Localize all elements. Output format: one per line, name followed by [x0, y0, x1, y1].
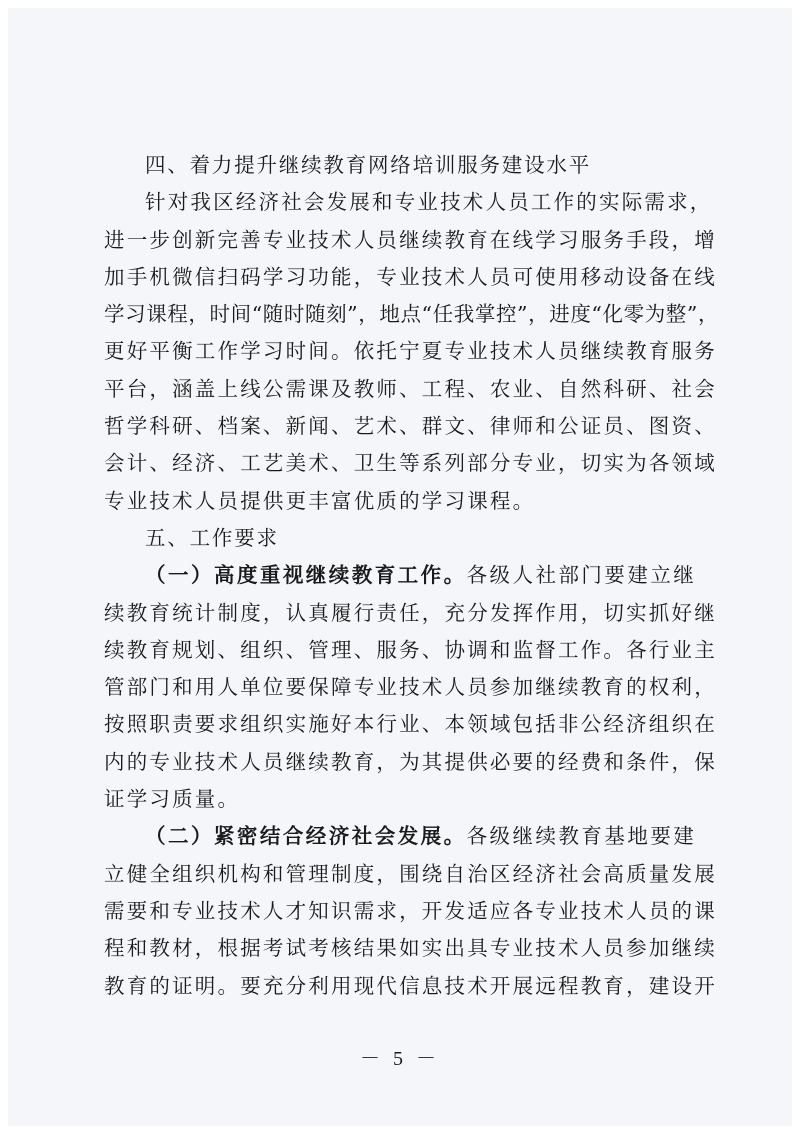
paragraph-line: 证学习质量。 [104, 787, 241, 812]
paragraph-line: 哲学科研、档案、新闻、艺术、群文、律师和公证员、图资、 [104, 414, 717, 439]
item-1-text: 各级人社部门要建立继 [466, 563, 696, 588]
page-number: － 5 － [360, 1048, 440, 1070]
paragraph-line: 更好平衡工作学习时间。依托宁夏专业技术人员继续教育服务 [104, 339, 717, 364]
item-2-text: 各级继续教育基地要建 [466, 824, 696, 849]
item-2-title: （二）紧密结合经济社会发展。 [145, 824, 467, 849]
item-1-first-line [104, 557, 696, 594]
paragraph-line: 管部门和用人单位要保障专业技术人员参加继续教育的权利， [104, 675, 717, 700]
paragraph-line: 教育的证明。要充分利用现代信息技术开展远程教育，建设开 [104, 973, 717, 998]
item-2-first-line [104, 818, 696, 855]
item-1-title: （一）高度重视继续教育工作。 [145, 563, 467, 588]
paragraph-line: 需要和专业技术人才知识需求，开发适应各专业技术人员的课 [104, 898, 717, 923]
section-heading-4: 四、着力提升继续教育网络培训服务建设水平 [145, 153, 591, 177]
paragraph-line: 加手机微信扫码学习功能，专业技术人员可使用移动设备在线 [104, 264, 717, 289]
paragraph-line: 进一步创新完善专业技术人员继续教育在线学习服务手段，增 [104, 227, 717, 252]
paragraph-line: 程和教材，根据考试考核结果如实出具专业技术人员参加继续 [104, 936, 717, 961]
paragraph-line: 续教育规划、组织、管理、服务、协调和监督工作。各行业主 [104, 637, 717, 662]
document-body [104, 147, 720, 1005]
section-heading-5: 五、工作要求 [145, 525, 279, 550]
paragraph-line: 学习课程，时间“随时随刻”，地点“任我掌控”，进度“化零为整”， [104, 302, 720, 327]
paragraph-line: 立健全组织机构和管理制度，围绕自治区经济社会高质量发展 [104, 861, 717, 886]
paragraph-line: 会计、经济、工艺美术、卫生等系列部分专业，切实为各领域 [104, 451, 717, 476]
paragraph-line: 平台，涵盖上线公需课及教师、工程、农业、自然科研、社会 [104, 376, 717, 401]
paragraph-line: 内的专业技术人员继续教育，为其提供必要的经费和条件，保 [104, 749, 717, 774]
paragraph-line: 续教育统计制度，认真履行责任，充分发挥作用，切实抓好继 [104, 600, 717, 625]
paragraph-line: 针对我区经济社会发展和专业技术人员工作的实际需求， [145, 190, 713, 215]
paragraph-line: 按照职责要求组织实施好本行业、本领域包括非公经济组织在 [104, 712, 717, 737]
paragraph-line: 专业技术人员提供更丰富优质的学习课程。 [104, 488, 536, 513]
